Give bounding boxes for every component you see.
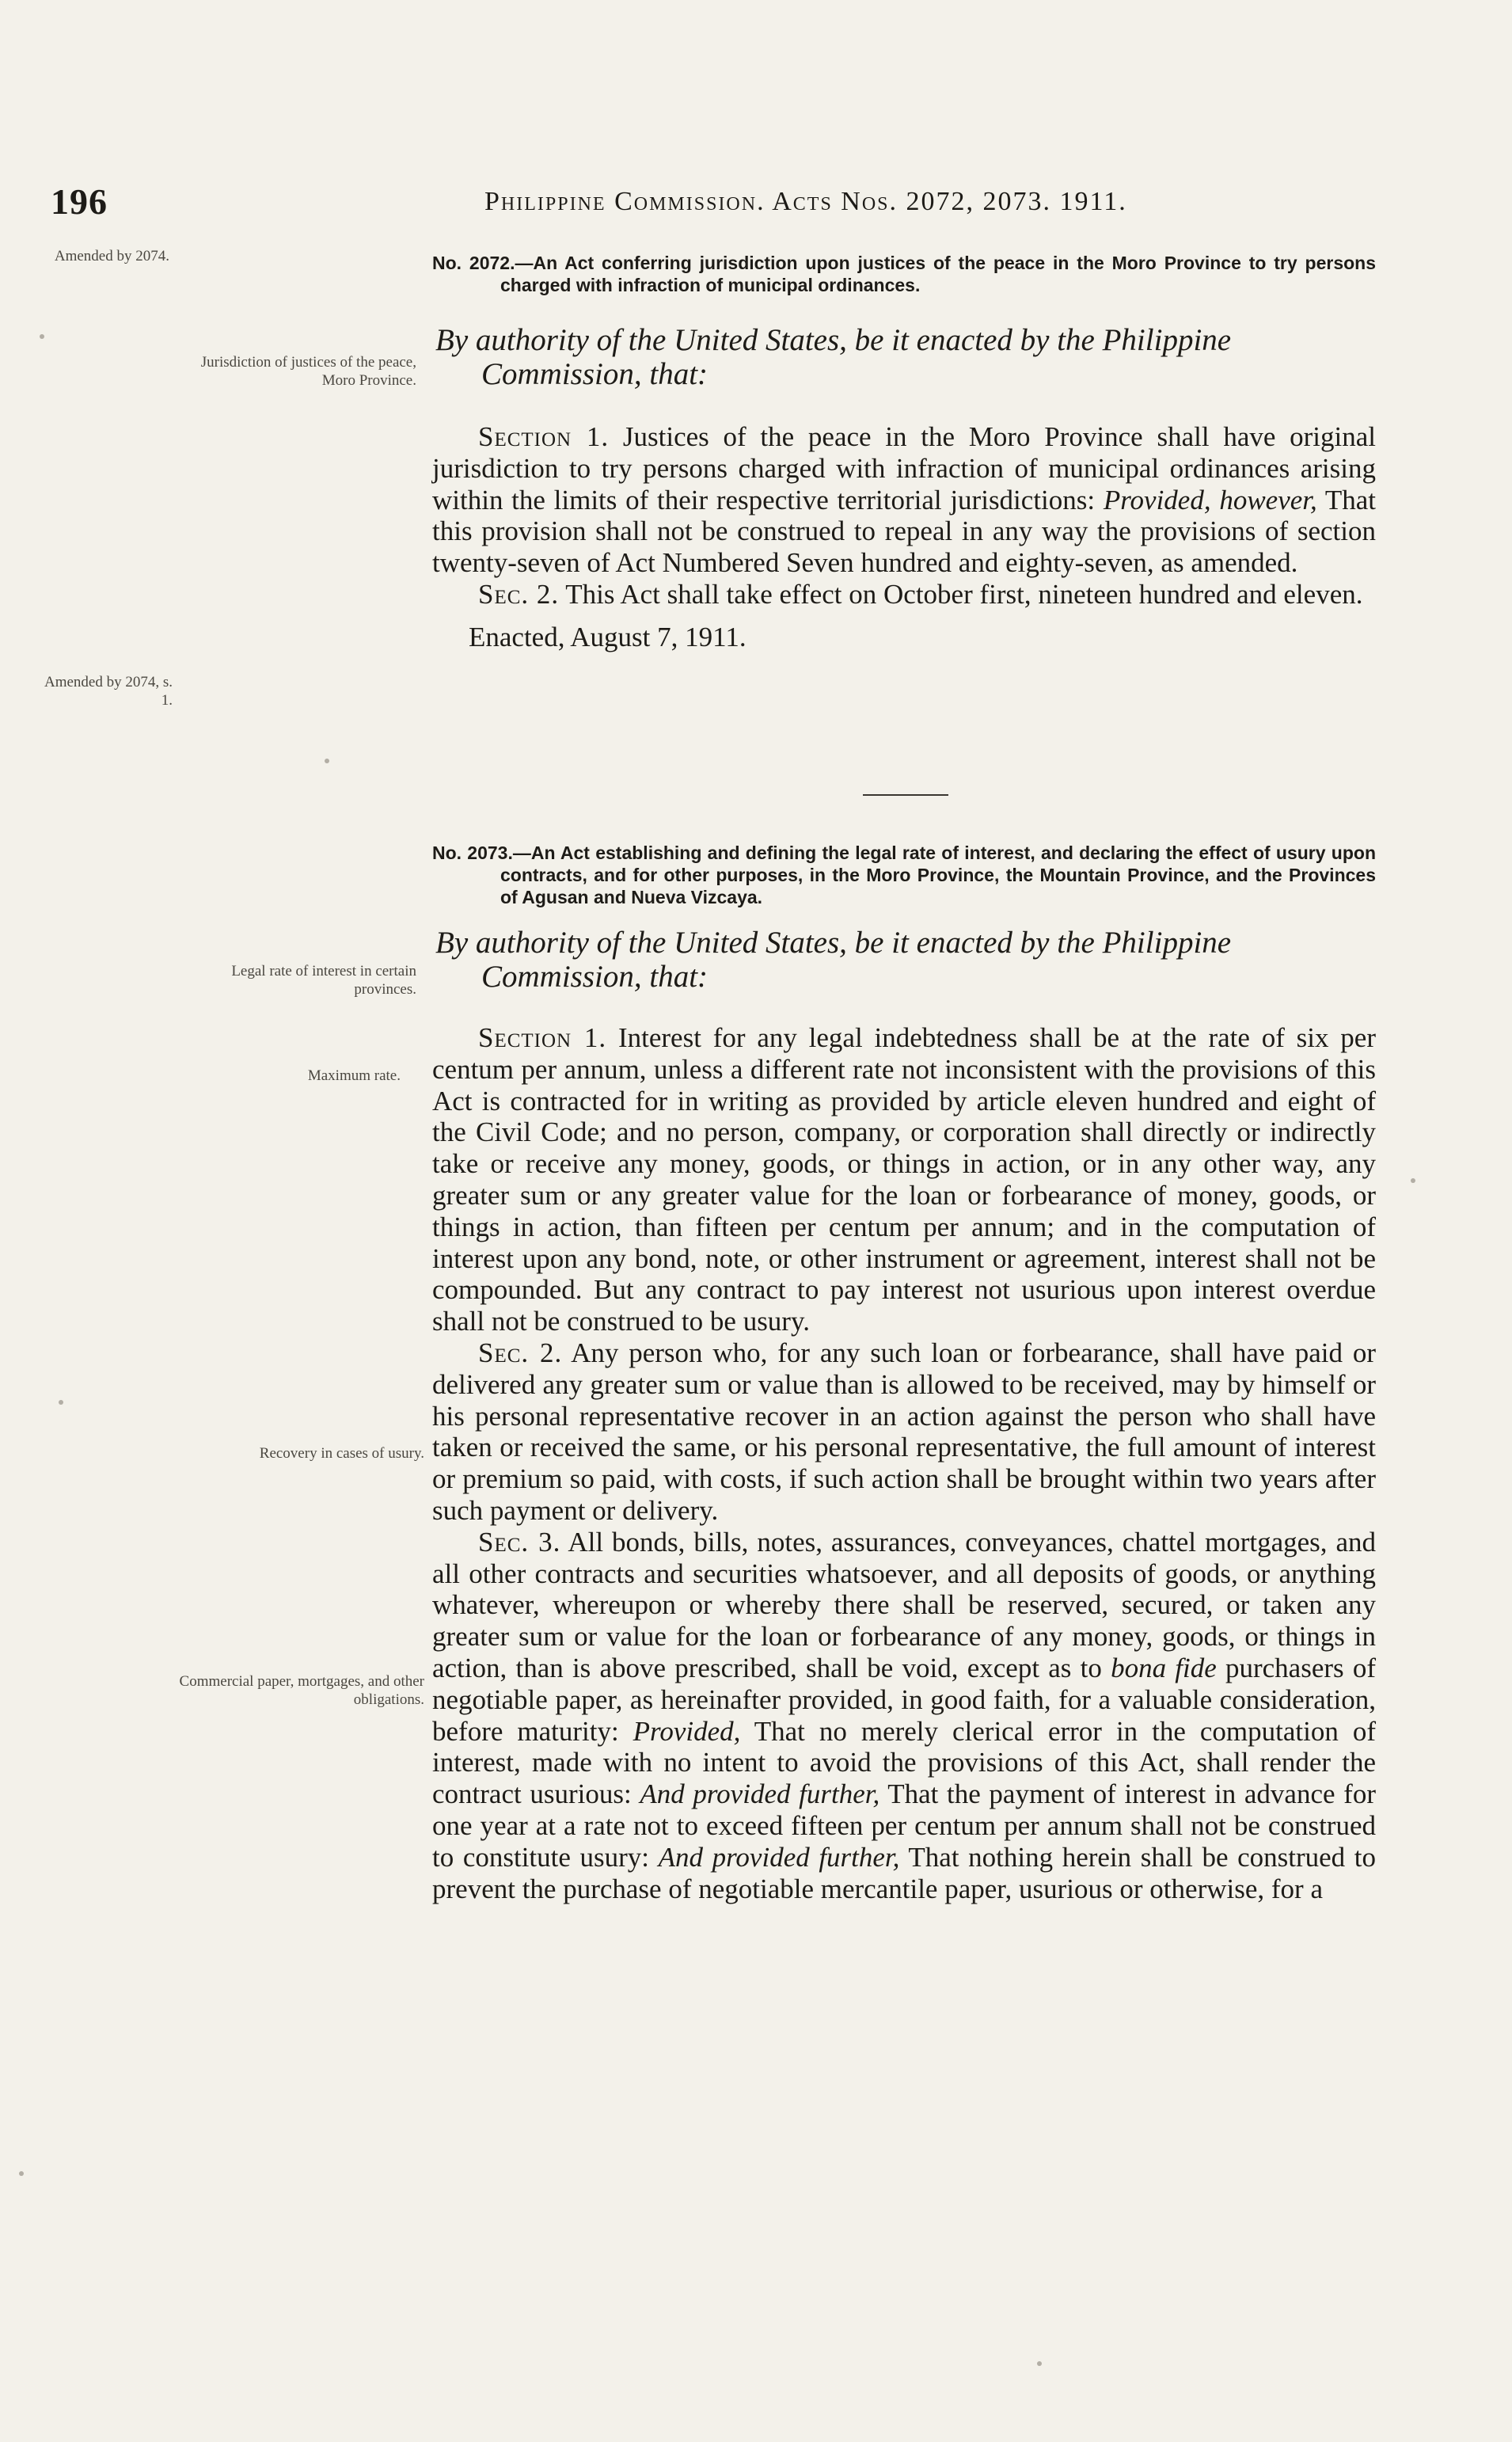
section-text: Any person who, for any such loan or forbearance, shall have paid or delivered any greater sum or value than is allowed to be received, may by himself or his personal representative recover in an action against the person who shall have taken or received the same, or his personal representative, the full amount of interest or premium so paid, with costs, if such action shall be brought within two years after such payment or delivery.: [432, 1337, 1376, 1526]
page-number: 196: [51, 181, 108, 222]
italic-phrase: And provided further,: [640, 1778, 880, 1810]
margin-note-recovery: Recovery in cases of usury.: [259, 1445, 424, 1462]
act-2073: [432, 842, 1376, 1904]
act-2072-title: [432, 252, 1376, 296]
act-2073-number: No. 2073.: [432, 843, 513, 863]
page-header: [0, 181, 1512, 228]
section-divider: [863, 794, 948, 796]
section-text: All bonds, bills, notes, assurances, conveyances, chattel mortgages, and all other contracts and securities whatsoever, and all deposits of goods, or anything whatever, whereupon or whereby there shall be reserved, secured, or taken any greater sum or value for the loan or forbearance of any money, goods, or things in action, than is above prescribed, shall be void, except as to: [432, 1526, 1376, 1683]
proviso-text: Provided, however,: [1103, 484, 1317, 515]
act-2072-section-1: [432, 421, 1376, 579]
act-2072-title-text: —An Act conferring jurisdiction upon justices of the peace in the Moro Province to try persons charged with infraction of municipal ordinances.: [500, 253, 1377, 295]
section-label: Sec. 3.: [478, 1526, 561, 1558]
act-2073-section-3: [432, 1527, 1376, 1905]
section-text: This Act shall take effect on October first, nineteen hundred and eleven.: [559, 578, 1363, 610]
act-2073-enacting-clause: By authority of the United States, be it enacted by the Philippine Commission, that:: [435, 926, 1232, 994]
scan-speck: [325, 759, 329, 763]
italic-phrase: And provided further,: [658, 1841, 900, 1873]
scan-speck: [59, 1400, 63, 1405]
section-text: That this provision shall not be construed to repeal in any way the provisions of section twenty-seven of Act Numbered Seven hundred and eighty-seven, as amended.: [432, 484, 1376, 579]
act-2072-section-2: [432, 579, 1376, 610]
act-2073-title-text: —An Act establishing and defining the legal rate of interest, and declaring the effect of usury upon contracts, and for other purposes, in the Moro Province, the Mountain Province, and the Provinces of Agusan and Nueva Vizcaya.: [500, 843, 1376, 907]
section-text: purchasers of negotiable paper, as hereinafter provided, in good faith, for a valuable consideration, before maturity:: [432, 1652, 1377, 1747]
section-text: Justices of the peace in the Moro Province shall have original jurisdiction to try persons charged with infraction of municipal ordinances arising within the limits of their respective territorial jurisdictions:: [432, 421, 1377, 515]
margin-note-maximum-rate: Maximum rate.: [307, 1067, 401, 1084]
section-text: That no merely clerical error in the computation of interest, made with no intent to avoid the provisions of this Act, shall render the contract usurious:: [432, 1715, 1376, 1810]
section-label: Sec. 2.: [478, 1337, 563, 1368]
margin-note-amended: Amended by 2074.: [54, 248, 169, 264]
italic-phrase: bona fide: [1111, 1652, 1217, 1683]
margin-note-amended-s1: Amended by 2074, s. 1.: [44, 674, 173, 709]
section-text: That nothing herein shall be construed to prevent the purchase of negotiable mercantile paper, usurious or otherwise, for a: [432, 1841, 1377, 1904]
act-2072: [432, 252, 1376, 653]
running-head: Philippine Commission. Acts Nos. 2072, 2073. 1911.: [484, 187, 1127, 216]
section-label: Section 1.: [478, 1022, 607, 1053]
margin-note-commercial-paper: Commercial paper, mortgages, and other obligations.: [179, 1673, 424, 1708]
scan-speck: [1037, 2361, 1042, 2366]
section-text: That the payment of interest in advance for one year at a rate not to exceed fifteen per centum per annum shall not be construed to constitute usury:: [432, 1778, 1376, 1873]
act-2073-title: [432, 842, 1376, 908]
act-2072-enacting-clause: By authority of the United States, be it enacted by the Philippine Commission, that:: [435, 323, 1232, 391]
section-label: Sec. 2.: [478, 578, 560, 610]
act-2072-number: No. 2072.: [432, 253, 515, 273]
act-2073-section-2: [432, 1337, 1376, 1527]
section-label: Section 1.: [478, 421, 610, 452]
italic-phrase: Provided,: [633, 1715, 741, 1747]
scan-speck: [1411, 1178, 1415, 1183]
margin-note-legal-rate: Legal rate of interest in certain provinces.: [231, 963, 416, 998]
scan-speck: [40, 334, 44, 339]
act-2073-section-1: [432, 1022, 1376, 1337]
scan-speck: [19, 2171, 24, 2176]
margin-note-jurisdiction: Jurisdiction of justices of the peace, Moro Province.: [200, 354, 416, 389]
act-2072-enacted-date: Enacted, August 7, 1911.: [469, 621, 747, 652]
section-text: Interest for any legal indebtedness shall be at the rate of six per centum per annum, unless a different rate not inconsistent with the provisions of this Act is contracted for in writing as provided by article eleven hundred and eight of the Civil Code; and no person, company, or corporation shall directly or indirectly take or receive any money, goods, or things in action, or in any other way, any greater sum or any greater value for the loan or forbearance of money, goods, or things in action, than fifteen per centum per annum; and in the computation of interest upon any bond, note, or other instrument or agreement, interest shall not be compounded. But any contract to pay interest not usurious upon interest overdue shall not be construed to be usury.: [432, 1022, 1376, 1337]
